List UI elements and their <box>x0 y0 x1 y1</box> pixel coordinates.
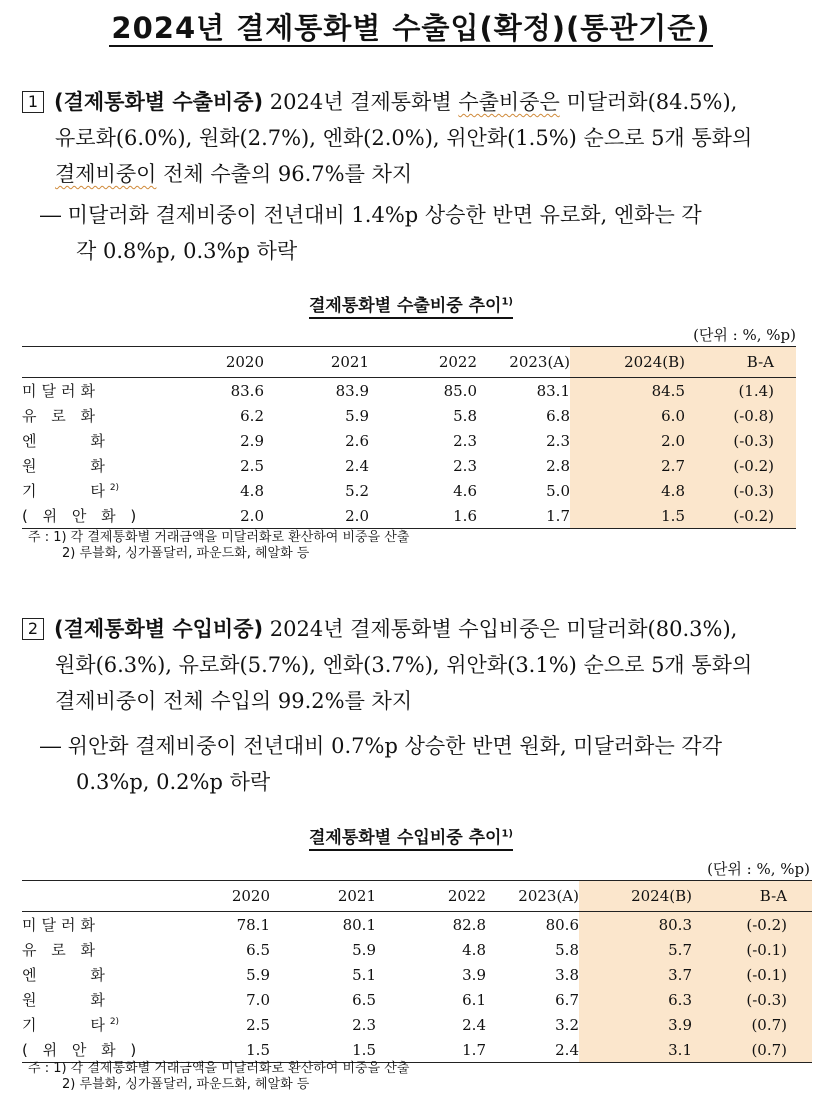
header-2022: 2022 <box>438 353 477 371</box>
table-cell: (0.7) <box>692 1012 787 1037</box>
table-cell: 2.3 <box>453 456 477 475</box>
table-cell: 85.0 <box>443 381 477 400</box>
import-unit: (단위 : %, %p) <box>707 860 810 878</box>
table-cell: 3.1 <box>579 1037 692 1063</box>
table-cell: 6.2 <box>240 406 264 425</box>
header-2020: 2020 <box>231 887 270 905</box>
header-2021: 2021 <box>330 353 369 371</box>
header-2022: 2022 <box>447 887 486 905</box>
row-label-text: 기 타 <box>22 1016 110 1034</box>
section-number-1: 1 <box>22 91 44 113</box>
table-cell-pad <box>774 428 796 453</box>
table-cell: 82.8 <box>452 915 486 934</box>
table-cell: 6.8 <box>546 406 570 425</box>
header-2023: 2023(A) <box>509 353 570 371</box>
row-label-sup: 2) <box>109 483 120 493</box>
table-cell: 2.5 <box>240 456 264 475</box>
table-cell: 5.8 <box>453 406 477 425</box>
import-bullet-line-1: ― 위안화 결제비중이 전년대비 0.7%p 상승한 반면 원화, 미달러화는 각각 <box>40 734 722 758</box>
row-label <box>22 937 182 962</box>
export-table-title <box>0 291 822 316</box>
table-row <box>22 937 812 962</box>
table-cell: (-0.3) <box>685 478 774 503</box>
table-cell: 1.6 <box>453 506 477 525</box>
table-cell: (1.4) <box>685 378 774 404</box>
table-cell: 83.1 <box>536 381 570 400</box>
row-label-text: 유 로 화 <box>22 407 101 425</box>
page-title-text: 2024년 결제통화별 수출입(확정)(통관기준) <box>111 11 711 45</box>
import-heading: (결제통화별 수입비중) <box>54 617 264 641</box>
table-cell: 5.9 <box>352 940 376 959</box>
header-ba: B-A <box>685 347 774 378</box>
table-cell: 2.0 <box>345 506 369 525</box>
table-cell: 2.4 <box>345 456 369 475</box>
table-cell: 5.0 <box>546 481 570 500</box>
export-note-2: 2) 루블화, 싱가폴달러, 파운드화, 헤알화 등 <box>62 546 310 561</box>
table-row <box>22 428 796 453</box>
table-cell: 4.8 <box>240 481 264 500</box>
table-cell: (-0.8) <box>685 403 774 428</box>
export-note-1: 주 : 1) 각 결제통화별 거래금액을 미달러화로 환산하여 비중을 산출 <box>28 530 410 545</box>
table-cell: 80.3 <box>579 912 692 938</box>
export-notes <box>28 530 409 562</box>
table-cell: 1.7 <box>546 506 570 525</box>
table-cell-pad <box>774 503 796 529</box>
table-cell: 80.6 <box>545 915 579 934</box>
import-note-1: 주 : 1) 각 결제통화별 거래금액을 미달러화로 환산하여 비중을 산출 <box>28 1061 410 1076</box>
section-number-2: 2 <box>22 618 44 640</box>
export-text-wavy: 수출비중은 <box>458 90 560 114</box>
table-cell-pad <box>774 378 796 404</box>
table-cell: 2.9 <box>240 431 264 450</box>
table-cell: 6.0 <box>570 403 685 428</box>
table-cell: 2.4 <box>555 1040 579 1059</box>
table-cell: 1.5 <box>570 503 685 529</box>
import-notes <box>28 1061 409 1093</box>
export-table-title-sup: 1) <box>501 296 513 308</box>
table-row <box>22 1037 812 1063</box>
table-cell: 2.7 <box>570 453 685 478</box>
import-table-title-text: 결제통화별 수입비중 추이 <box>309 828 501 851</box>
table-cell-pad <box>787 912 812 938</box>
row-label-text: 미달러화 <box>22 382 100 400</box>
table-cell: 83.6 <box>230 381 264 400</box>
table-cell: 2.8 <box>546 456 570 475</box>
export-table <box>22 346 796 529</box>
import-note-2: 2) 루블화, 싱가폴달러, 파운드화, 헤알화 등 <box>62 1077 310 1092</box>
table-cell-pad <box>774 478 796 503</box>
table-cell: 84.5 <box>570 378 685 404</box>
row-label <box>22 453 182 478</box>
header-2021: 2021 <box>337 887 376 905</box>
table-cell: 6.3 <box>579 987 692 1012</box>
export-text-3: 전체 수출의 96.7%를 차지 <box>163 162 413 186</box>
import-summary <box>22 611 802 719</box>
table-row <box>22 378 796 404</box>
table-cell-pad <box>787 987 812 1012</box>
table-cell: 78.1 <box>236 915 270 934</box>
header-blank <box>22 347 182 378</box>
table-cell: (-0.2) <box>692 912 787 938</box>
table-row <box>22 912 812 938</box>
table-cell: (-0.2) <box>685 503 774 529</box>
header-blank <box>22 881 182 912</box>
table-cell: 6.5 <box>246 940 270 959</box>
export-bullet-line-1: ― 미달러화 결제비중이 전년대비 1.4%p 상승한 반면 유로화, 엔화는 각 <box>40 203 702 227</box>
table-cell: 5.2 <box>345 481 369 500</box>
table-cell: (-0.1) <box>692 937 787 962</box>
table-cell: 1.5 <box>352 1040 376 1059</box>
export-bullet-line-2: 각 0.8%p, 0.3%p 하락 <box>76 239 298 263</box>
table-cell: 5.9 <box>345 406 369 425</box>
table-cell: 5.7 <box>579 937 692 962</box>
table-cell: 6.7 <box>555 990 579 1009</box>
header-2024: 2024(B) <box>570 347 685 378</box>
row-label-text: ( 위 안 화 ) <box>22 1041 142 1059</box>
table-cell: 6.1 <box>462 990 486 1009</box>
row-label-text: 엔 화 <box>22 966 110 984</box>
import-text-1: 2024년 결제통화별 수입비중은 미달러화(80.3%), <box>269 617 738 641</box>
header-ba: B-A <box>692 881 787 912</box>
table-cell: 2.5 <box>246 1015 270 1034</box>
header-pad <box>787 881 812 912</box>
row-label <box>22 478 182 503</box>
row-label <box>22 378 182 404</box>
export-table-title-text: 결제통화별 수출비중 추이 <box>309 296 501 319</box>
export-text-1b: 미달러화(84.5%), <box>566 90 738 114</box>
export-heading: (결제통화별 수출비중) <box>54 90 264 114</box>
import-table-title <box>0 823 822 848</box>
import-bullet <box>40 728 800 800</box>
header-2023: 2023(A) <box>518 887 579 905</box>
import-table <box>22 880 812 1063</box>
header-2024: 2024(B) <box>579 881 692 912</box>
table-cell: 80.1 <box>342 915 376 934</box>
import-table-title-sup: 1) <box>501 828 513 840</box>
table-row <box>22 962 812 987</box>
table-row <box>22 453 796 478</box>
import-bullet-line-2: 0.3%p, 0.2%p 하락 <box>76 770 271 794</box>
table-cell-pad <box>787 937 812 962</box>
export-unit: (단위 : %, %p) <box>693 326 796 344</box>
table-cell: 2.3 <box>352 1015 376 1034</box>
page-title <box>0 6 822 47</box>
row-label <box>22 1037 182 1063</box>
export-bullet <box>40 197 800 269</box>
table-cell: 5.8 <box>555 940 579 959</box>
table-cell: 2.6 <box>345 431 369 450</box>
row-label <box>22 962 182 987</box>
table-cell: 3.8 <box>555 965 579 984</box>
row-label <box>22 403 182 428</box>
table-cell: 5.1 <box>352 965 376 984</box>
header-2020: 2020 <box>225 353 264 371</box>
row-label-text: 미달러화 <box>22 916 100 934</box>
table-header-row <box>22 881 812 912</box>
table-cell: 2.0 <box>240 506 264 525</box>
table-cell: 3.7 <box>579 962 692 987</box>
table-cell-pad <box>787 1012 812 1037</box>
row-label <box>22 503 182 529</box>
row-label-text: 유 로 화 <box>22 941 101 959</box>
row-label <box>22 1012 182 1037</box>
table-cell: (-0.3) <box>685 428 774 453</box>
table-cell: (0.7) <box>692 1037 787 1063</box>
row-label <box>22 428 182 453</box>
row-label-text: 엔 화 <box>22 432 110 450</box>
row-label <box>22 912 182 938</box>
table-row <box>22 987 812 1012</box>
export-summary <box>22 84 802 192</box>
export-text-3-wavy: 결제비중이 <box>55 162 157 186</box>
row-label-text: 원 화 <box>22 457 110 475</box>
table-cell-pad <box>787 962 812 987</box>
table-cell: 3.9 <box>579 1012 692 1037</box>
row-label-text: ( 위 안 화 ) <box>22 507 142 525</box>
table-cell-pad <box>787 1037 812 1063</box>
table-cell: 2.0 <box>570 428 685 453</box>
table-cell-pad <box>774 403 796 428</box>
export-text-2: 유로화(6.0%), 원화(2.7%), 엔화(2.0%), 위안화(1.5%) 순으로 5개 통화의 <box>55 126 753 150</box>
table-cell: 5.9 <box>246 965 270 984</box>
table-cell: 2.3 <box>546 431 570 450</box>
table-cell-pad <box>774 453 796 478</box>
table-cell: 2.4 <box>462 1015 486 1034</box>
table-row <box>22 1012 812 1037</box>
table-cell: 3.2 <box>555 1015 579 1034</box>
table-row <box>22 403 796 428</box>
table-cell: (-0.3) <box>692 987 787 1012</box>
table-cell: 4.8 <box>570 478 685 503</box>
table-cell: (-0.1) <box>692 962 787 987</box>
table-cell: 4.8 <box>462 940 486 959</box>
import-text-3: 결제비중이 전체 수입의 99.2%를 차지 <box>55 689 413 713</box>
table-header-row <box>22 347 796 378</box>
table-cell: 6.5 <box>352 990 376 1009</box>
row-label-sup: 2) <box>109 1017 120 1027</box>
header-pad <box>774 347 796 378</box>
table-cell: 1.7 <box>462 1040 486 1059</box>
table-cell: 83.9 <box>335 381 369 400</box>
row-label-text: 기 타 <box>22 482 110 500</box>
row-label <box>22 987 182 1012</box>
table-cell: 2.3 <box>453 431 477 450</box>
table-cell: 1.5 <box>246 1040 270 1059</box>
export-text-1: 2024년 결제통화별 <box>269 90 452 114</box>
table-cell: 7.0 <box>246 990 270 1009</box>
table-cell: 4.6 <box>453 481 477 500</box>
table-row <box>22 503 796 529</box>
row-label-text: 원 화 <box>22 991 110 1009</box>
table-cell: (-0.2) <box>685 453 774 478</box>
import-text-2: 원화(6.3%), 유로화(5.7%), 엔화(3.7%), 위안화(3.1%) 순으로 5개 통화의 <box>55 653 753 677</box>
table-cell: 3.9 <box>462 965 486 984</box>
table-row <box>22 478 796 503</box>
